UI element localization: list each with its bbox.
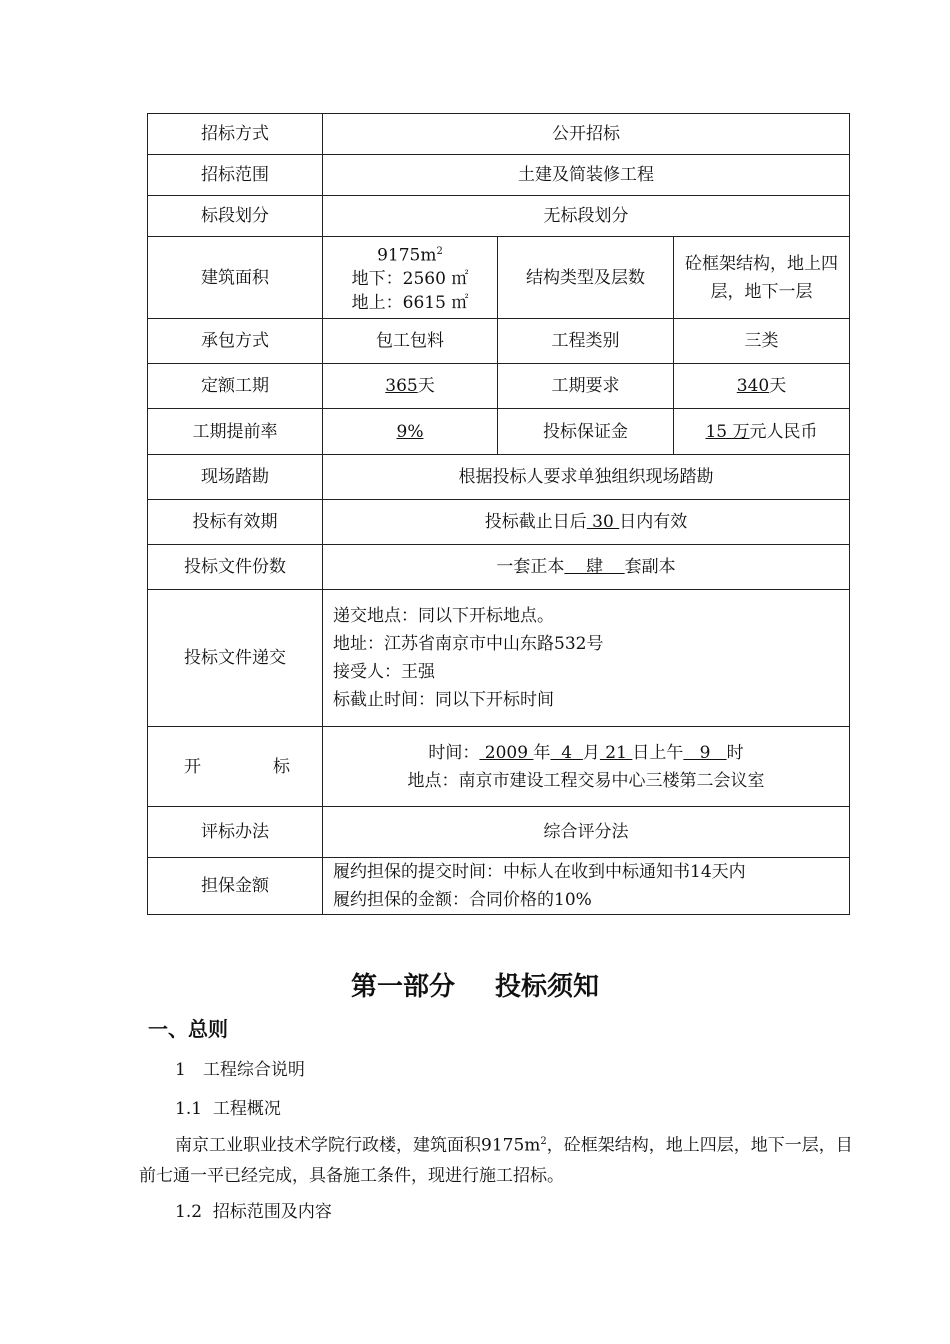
- table-row: [148, 807, 850, 858]
- cell-value: 投标截止日后 30 日内有效: [323, 500, 850, 545]
- cell-label: 投标有效期: [148, 500, 323, 545]
- item-heading: 1.1 工程概况: [175, 1099, 281, 1119]
- cell-value: 综合评分法: [323, 807, 850, 858]
- area-total: $9175m^2$: [377, 245, 443, 266]
- part-title: 第一部分 投标须知: [350, 972, 600, 1002]
- cell-label: 招标范围: [148, 155, 323, 196]
- table-row: [148, 858, 850, 915]
- building-area-cell: [323, 237, 498, 319]
- area-aboveground: 地上：6615 ㎡: [351, 293, 469, 314]
- cell-label: 工期提前率: [148, 409, 323, 455]
- cell-label: 担保金额: [148, 858, 323, 915]
- table-row: [148, 455, 850, 500]
- table-row: [148, 114, 850, 155]
- cell-value: 公开招标: [323, 114, 850, 155]
- submission-line: 标截止时间：同以下开标时间: [333, 690, 554, 710]
- submission-line: 接受人：王强: [333, 662, 435, 682]
- table-row: [148, 319, 850, 364]
- cell-label: 招标方式: [148, 114, 323, 155]
- opening-cell: [323, 727, 850, 807]
- submission-cell: [323, 590, 850, 727]
- table-row: [148, 727, 850, 807]
- opening-place: 地点：南京市建设工程交易中心三楼第二会议室: [407, 770, 765, 791]
- cell-value: 一套正本 肆 套副本: [323, 545, 850, 590]
- cell-label: 工程类别: [498, 319, 674, 364]
- cell-label: 定额工期: [148, 364, 323, 409]
- guarantee-line: 履约担保的金额：合同价格的10%: [333, 890, 592, 910]
- item-heading: 1 工程综合说明: [175, 1060, 305, 1080]
- cell-label: 结构类型及层数: [498, 237, 674, 319]
- cell-label: 投标文件份数: [148, 545, 323, 590]
- cell-value: 365天: [323, 364, 498, 409]
- cell-label: 标段划分: [148, 196, 323, 237]
- submission-line: 地址：江苏省南京市中山东路532号: [333, 634, 604, 654]
- cell-value: 三类: [674, 319, 850, 364]
- section-title: 一、总则: [148, 1017, 228, 1041]
- guarantee-line: 履约担保的提交时间：中标人在收到中标通知书14天内: [333, 862, 746, 882]
- table-row: [148, 364, 850, 409]
- cell-label: 投标文件递交: [148, 590, 323, 727]
- table-row: [148, 500, 850, 545]
- submission-line: 递交地点：同以下开标地点。: [333, 606, 554, 626]
- cell-label: 承包方式: [148, 319, 323, 364]
- cell-value: 包工包料: [323, 319, 498, 364]
- table-row: [148, 196, 850, 237]
- cell-value: 土建及简装修工程: [323, 155, 850, 196]
- cell-value: 无标段划分: [323, 196, 850, 237]
- cell-value: 340天: [674, 364, 850, 409]
- cell-value: 15 万元人民币: [674, 409, 850, 455]
- opening-time: 时间： 2009 年 4 月 21 日上午 9 时: [428, 742, 744, 763]
- guarantee-cell: [323, 858, 850, 915]
- table-row: [148, 545, 850, 590]
- bid-info-table: [147, 113, 850, 915]
- area-underground: 地下：2560 ㎡: [351, 269, 469, 290]
- cell-value: 砼框架结构，地上四层，地下一层: [674, 237, 850, 319]
- cell-label: 现场踏勘: [148, 455, 323, 500]
- cell-label: 评标办法: [148, 807, 323, 858]
- table-row: [148, 155, 850, 196]
- cell-label: 建筑面积: [148, 237, 323, 319]
- cell-value: 根据投标人要求单独组织现场踏勘: [323, 455, 850, 500]
- table-row: [148, 237, 850, 319]
- overview-paragraph: 南京工业职业技术学院行政楼，建筑面积$9175m^2$，砼框架结构，地上四层，地下一层，目前七通一平已经完成，具备施工条件，现进行施工招标。: [139, 1135, 853, 1186]
- item-heading: 1.2 招标范围及内容: [175, 1202, 332, 1222]
- opening-label-cell: 开 标: [148, 727, 323, 807]
- cell-label: 投标保证金: [498, 409, 674, 455]
- table-row: [148, 590, 850, 727]
- cell-value: 9%: [323, 409, 498, 455]
- cell-label: 工期要求: [498, 364, 674, 409]
- table-row: [148, 409, 850, 455]
